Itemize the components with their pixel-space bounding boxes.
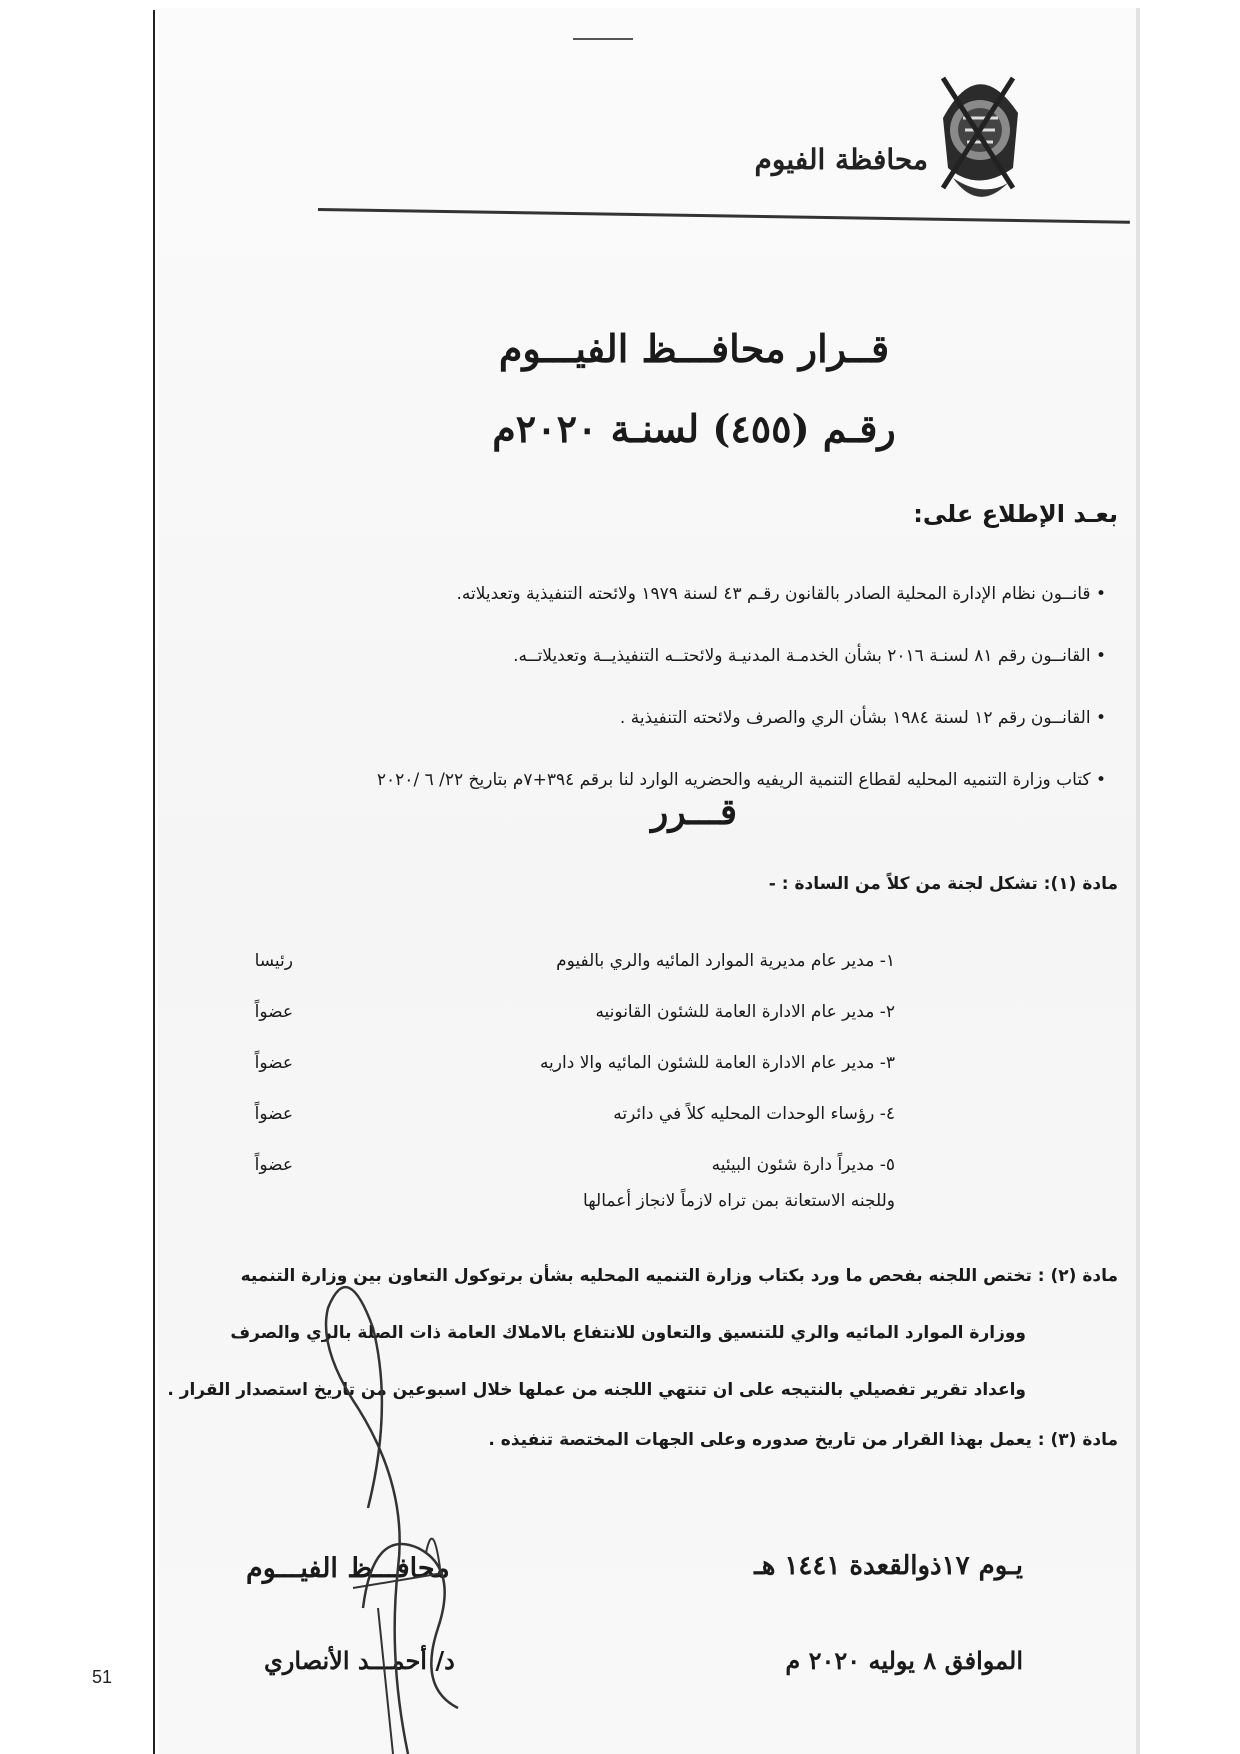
member-role: عضواً [254, 1002, 293, 1022]
members-note: وللجنه الاستعانة بمن تراه لازماً لانجاز أعمالها [583, 1191, 895, 1211]
member-item: ١- مدير عام مديرية الموارد المائيه والري بالفيوم [556, 951, 895, 971]
committee-members [295, 936, 895, 1191]
reference-item: • القانــون رقم ٨١ لسنـة ٢٠١٦ بشأن الخدمـة المدنيـة ولائحتــه التنفيذيــة وتعديلاتــه. [513, 646, 1106, 666]
page-margin-line [153, 10, 155, 1754]
decree-number: رقـم (٤٥٥) لسنـة ٢٠٢٠م [492, 406, 896, 451]
article-2-line: ووزارة الموارد المائيه والري للتنسيق والتعاون للانتفاع بالاملاك العامة ذات الصلة بالري والصرف [230, 1323, 1026, 1343]
governorate-emblem-icon [923, 58, 1033, 218]
decree-title: قــرار محافـــظ الفيـــوم [498, 326, 890, 371]
page-number: 51 [92, 1667, 113, 1687]
gregorian-date: الموافق ٨ يوليه ٢٠٢٠ م [785, 1646, 1023, 1675]
article-2 [158, 1248, 1118, 1419]
article-1: مادة (١): تشكل لجنة من كلاً من السادة : - [768, 874, 1118, 894]
reference-item: • قانــون نظام الإدارة المحلية الصادر بالقانون رقـم ٤٣ لسنة ١٩٧٩ ولائحته التنفيذية وتعديلاته. [456, 584, 1106, 604]
decision-heading: قـــرر [650, 791, 738, 833]
member-item: ٣- مدير عام الادارة العامة للشئون المائيه والا داريه [539, 1053, 895, 1073]
member-item: ٤- رؤساء الوحدات المحليه كلاً في دائرته [613, 1104, 895, 1124]
signatory-name: د/ أحمـــد الأنصاري [264, 1646, 455, 1675]
scan-mark [573, 38, 633, 40]
member-role: عضواً [254, 1155, 293, 1175]
article-2-line: واعداد تقرير تفصيلي بالنتيجه على ان تنتهي اللجنه من عملها خلال اسبوعين من تاريخ استصدار القرار . [167, 1380, 1026, 1400]
reference-item: • القانــون رقم ١٢ لسنة ١٩٨٤ بشأن الري والصرف ولائحته التنفيذية . [619, 708, 1106, 728]
article-3: مادة (٣) : يعمل بهذا القرار من تاريخ صدوره وعلى الجهات المختصة تنفيذه . [488, 1430, 1118, 1450]
member-role: عضواً [254, 1104, 293, 1124]
reference-item: • كتاب وزارة التنميه المحليه لقطاع التنمية الريفيه والحضريه الوارد لنا برقم ٣٩٤+٧م بتاريخ ٢٢/ ٦ /٢٠٢٠ [376, 770, 1106, 790]
member-item: ٢- مدير عام الادارة العامة للشئون القانونيه [595, 1002, 895, 1022]
hijri-date: يـوم ١٧ذوالقعدة ١٤٤١ هـ [754, 1551, 1023, 1581]
article-2-line: مادة (٢) : تختص اللجنه بفحص ما ورد بكتاب وزارة التنميه المحليه بشأن برتوكول التعاون بين وزارة التنميه [240, 1266, 1118, 1286]
references-list [206, 563, 1106, 811]
member-item: ٥- مديراً دارة شئون البيئيه [711, 1155, 895, 1175]
governorate-name: محافظة الفيوم [754, 143, 928, 176]
signature-title: محافـــظ الفيـــوم [246, 1553, 450, 1584]
scanned-decree-document [158, 8, 1140, 1754]
member-role: رئيسا [254, 951, 293, 971]
intro-heading: بعـد الإطلاع على: [913, 500, 1118, 528]
member-role: عضواً [254, 1053, 293, 1073]
member-roles [203, 936, 293, 1191]
